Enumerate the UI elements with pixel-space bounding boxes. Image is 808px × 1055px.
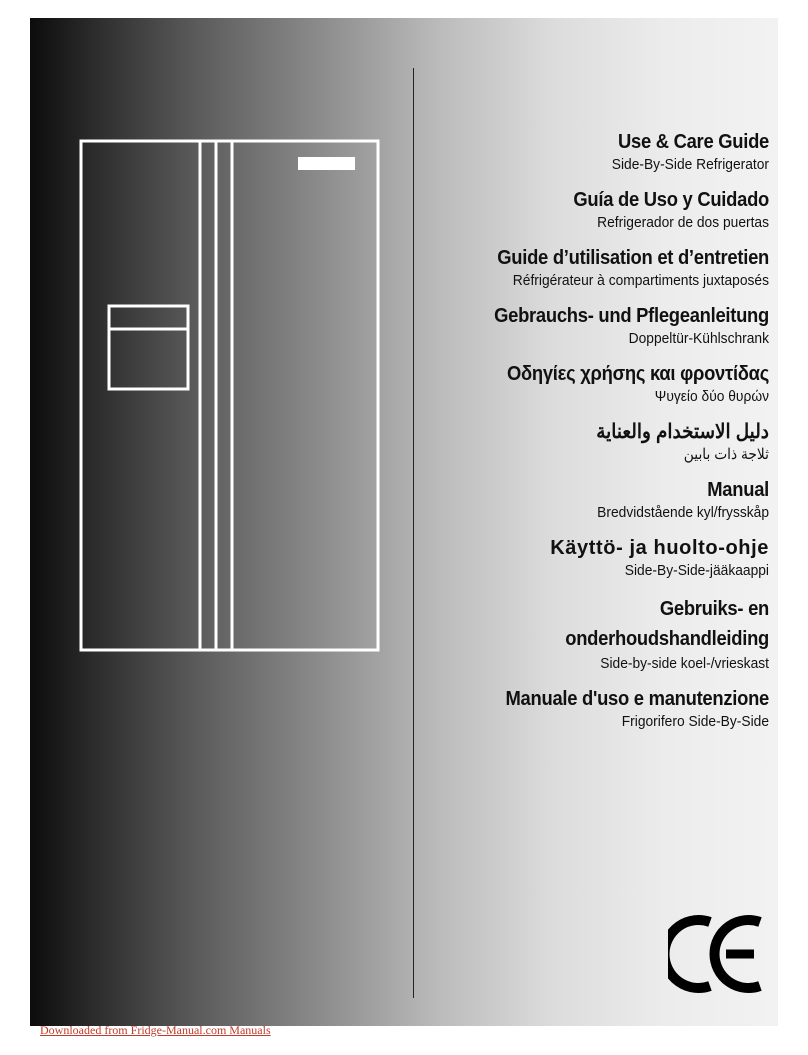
title-text: Οδηγίες χρήσης και φροντίδας <box>506 363 769 385</box>
subtitle-text: ثلاجة ذات بابين <box>683 446 769 463</box>
title-text: Guía de Uso y Cuidado <box>573 189 769 211</box>
subtitle-text: Doppeltür-Kühlschrank <box>628 330 769 347</box>
subtitle-text: Side-By-Side Refrigerator <box>611 156 769 173</box>
title-text: Guide d’utilisation et d’entretien <box>497 247 769 269</box>
download-source-link[interactable]: Downloaded from Fridge-Manual.com Manuals <box>40 1023 271 1037</box>
title-german <box>439 304 769 348</box>
fridge-outline <box>81 141 378 650</box>
title-text: Manual <box>707 479 769 501</box>
subtitle-text: Ψυγείο δύο θυρών <box>654 388 769 405</box>
subtitle-text: Réfrigérateur à compartiments juxtaposés <box>512 272 769 289</box>
subtitle-text: Refrigerador de dos puertas <box>597 214 769 231</box>
title-dutch <box>439 594 769 673</box>
ce-mark-icon <box>668 914 764 994</box>
title-english <box>439 130 769 174</box>
subtitle-text: Side-by-side koel-/vrieskast <box>600 655 769 672</box>
title-text: Use & Care Guide <box>617 131 769 153</box>
title-text: دليل الاستخدام والعناية <box>596 421 769 443</box>
title-french <box>439 246 769 290</box>
title-italian <box>439 687 769 731</box>
cover-divider <box>413 68 414 998</box>
title-arabic <box>439 420 769 464</box>
subtitle-text: Side-By-Side-jääkaappi <box>624 562 769 579</box>
subtitle-text: Bredvidstående kyl/frysskåp <box>597 504 769 521</box>
title-finnish <box>439 536 769 580</box>
title-spanish <box>439 188 769 232</box>
title-text: Manuale d'uso e manutenzione <box>505 688 769 710</box>
title-text: Käyttö- ja huolto-ohje <box>550 537 769 559</box>
subtitle-text: Frigorifero Side-By-Side <box>621 713 769 730</box>
water-dispenser <box>109 306 188 389</box>
title-swedish <box>439 478 769 522</box>
manual-cover <box>30 18 778 1026</box>
fridge-display-panel <box>298 157 355 170</box>
title-list <box>439 130 769 745</box>
title-text: Gebrauchs- und Pflegeanleitung <box>494 305 769 327</box>
ce-letter-c <box>668 920 710 988</box>
title-greek <box>439 362 769 406</box>
title-text: Gebruiks- en onderhoudshandleiding <box>565 598 769 650</box>
